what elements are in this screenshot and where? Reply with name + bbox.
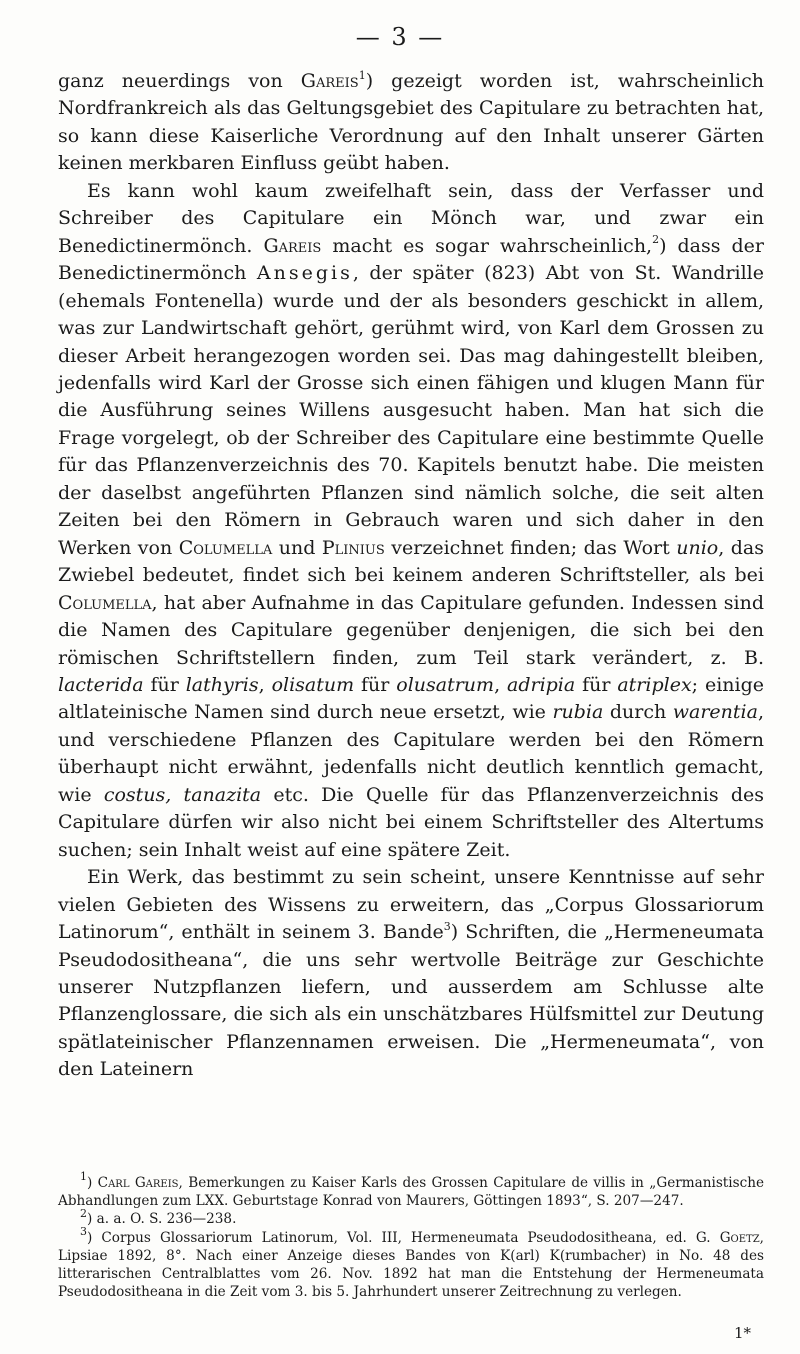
footnote-ref-paren: ) xyxy=(365,70,374,92)
latin-term: lacterida xyxy=(58,673,144,696)
text-run: , und verschiedene Pflanzen des Capitulare werden bei den Römern überhaupt nicht erwähnt, jedenfalls nicht deutlich kenntlich gemacht, wie xyxy=(58,701,764,806)
footnote-ref-paren: ) xyxy=(450,921,459,944)
text-run: für xyxy=(575,673,618,696)
latin-term: rubia xyxy=(552,701,604,724)
author-name: Goetz xyxy=(719,1229,760,1246)
sheet-signature: 1* xyxy=(734,1324,752,1342)
footnote-text: , Lipsiae 1892, 8°. Nach einer Anzeige dieses Bandes von K(arl) K(rumbacher) in No. 48 des litterarischen Centralblattes vom 26. Nov. 1892 hat man die Entstehung der Hermeneumata Pseudodositheana in die Zeit vom 3. bis 5. Jahrhundert unserer Zeitrechnung zu verlegen. xyxy=(58,1229,764,1301)
paragraph-3 xyxy=(58,864,764,1084)
author-name: Gareis xyxy=(300,70,359,92)
paragraph-2 xyxy=(58,178,764,864)
footnote-marker: 2 xyxy=(80,1206,87,1220)
spaced-name: Ansegis xyxy=(256,262,353,285)
latin-term: adripia xyxy=(507,673,576,696)
footnote-ref-2: 2 xyxy=(652,233,660,247)
text-run: gezeigt worden ist, wahrscheinlich Nordfrankreich als das Geltungsgebiet des Capitulare zu betrachten hat, so kann diese Kaiserliche Verordnung auf den Inhalt unserer Gärten keinen merkbaren Einfluss geübt haben. xyxy=(58,70,764,175)
latin-term: costus, tanazita xyxy=(103,783,262,806)
body-text xyxy=(58,68,764,1084)
text-run: durch xyxy=(603,701,673,724)
text-run: , der später (823) Abt von St. Wandrille (ehemals Fontenella) wurde und der als besonders geschickt in allem, was zur Landwirtschaft gehört, gerühmt wird, von Karl dem Grossen zu dieser Arbeit herangezogen worden sei. Das mag dahingestellt bleiben, jedenfalls wird Karl der Grosse sich einen fähigen und klugen Mann für die Ausführung seines Willens ausgesucht haben. Man hat sich die Frage vorgelegt, ob der Schreiber des Capitulare eine bestimmte Quelle für das Pflanzenverzeichnis des 70. Kapitels benutzt habe. Die meisten der daselbst angeführten Pflanzen sind nämlich solche, die seit alten Zeiten bei den Römern in Gebrauch waren und sich daher in den Werken von xyxy=(58,262,764,559)
text-run: , das Zwiebel bedeutet, findet sich bei keinem anderen Schriftsteller, als bei xyxy=(58,536,765,587)
text-run: und xyxy=(272,536,322,559)
text-run: etc. Die Quelle für das Pflanzenverzeichnis des Capitulare dürfen wir also nicht bei einem Schriftsteller des Altertums suchen; sein Inhalt weist auf eine spätere Zeit. xyxy=(58,783,764,861)
footnote-1 xyxy=(58,1170,765,1210)
footnote-text: , Bemerkungen zu Kaiser Karls des Grossen Capitulare de villis in „Germanistische Abhandlungen zum LXX. Geburtstage Konrad von Maurers, Göttingen 1893“, S. 207—247. xyxy=(58,1175,765,1210)
text-run: Ein Werk, das bestimmt zu sein scheint, unsere Kenntnisse auf sehr vielen Gebieten des Wissens zu erweitern, das „Corpus Glossariorum Latinorum“, enthält in seinem 3. Bande xyxy=(58,866,764,944)
text-run: verzeichnet finden; das Wort xyxy=(384,536,677,559)
author-name: Columella xyxy=(178,536,273,559)
paragraph-1 xyxy=(58,68,764,178)
latin-term: unio xyxy=(676,536,719,559)
latin-term: atriplex xyxy=(617,673,692,696)
text-run: dass der Benedictinermönch xyxy=(58,234,764,285)
footnote-marker-paren: ) xyxy=(87,1229,93,1246)
footnote-3 xyxy=(58,1225,764,1302)
text-run: ; einige altlateinische Namen sind durch neue ersetzt, wie xyxy=(58,673,764,724)
footnote-ref-3: 3 xyxy=(443,919,451,933)
footnotes xyxy=(58,1170,765,1301)
latin-term: olisatum xyxy=(271,673,355,696)
footnote-2 xyxy=(58,1206,764,1228)
footnote-marker: 3 xyxy=(80,1225,87,1239)
text-run: Es kann wohl kaum zweifelhaft sein, dass der Verfasser und Schreiber des Capitulare ein Mönch war, und zwar ein Benedictinermönch. xyxy=(58,179,764,257)
text-run: Schriften, die „Hermeneumata Pseudodositheana“, die uns sehr wertvolle Beiträge zur Geschichte unserer Nutzpflanzen liefern, und ausserdem am Schlusse alte Pflanzenglossare, die sich als ein unschätzbares Hülfsmittel zur Deutung spätlateinischer Pflanzennamen erweisen. Die „Hermeneumata“, von den Lateinern xyxy=(58,921,764,1081)
text-run: für xyxy=(354,673,397,696)
author-name: Carl Gareis xyxy=(97,1175,179,1191)
footnote-text: a. a. O. S. 236—238. xyxy=(92,1211,237,1228)
text-run: , xyxy=(494,673,507,696)
text-run: , hat aber Aufnahme in das Capitulare gefunden. Indessen sind die Namen des Capitulare gegenüber denjenigen, die sich bei den römischen Schriftstellern finden, zum Teil stark verändert, z. B. xyxy=(58,591,764,669)
footnote-marker-paren: ) xyxy=(87,1211,93,1228)
footnote-text: Corpus Glossariorum Latinorum, Vol. III, Hermeneumata Pseudodositheana, ed. G. xyxy=(92,1229,720,1246)
latin-term: warentia xyxy=(672,701,758,724)
text-run: für xyxy=(143,673,186,696)
latin-term: lathyris xyxy=(185,673,259,696)
author-name: Gareis xyxy=(263,234,322,257)
footnote-ref-1: 1 xyxy=(358,68,366,82)
footnote-marker-paren: ) xyxy=(87,1175,98,1191)
text-run: ganz neuerdings von xyxy=(58,70,301,92)
author-name: Plinius xyxy=(321,536,385,559)
author-name: Columella xyxy=(58,591,152,614)
footnote-marker: 1 xyxy=(80,1170,87,1184)
page-number: — 3 — xyxy=(355,23,445,51)
footnote-ref-paren: ) xyxy=(659,234,667,257)
text-run: macht es sogar wahrscheinlich, xyxy=(321,234,653,257)
latin-term: olusatrum xyxy=(396,673,495,696)
text-run: , xyxy=(258,673,272,696)
